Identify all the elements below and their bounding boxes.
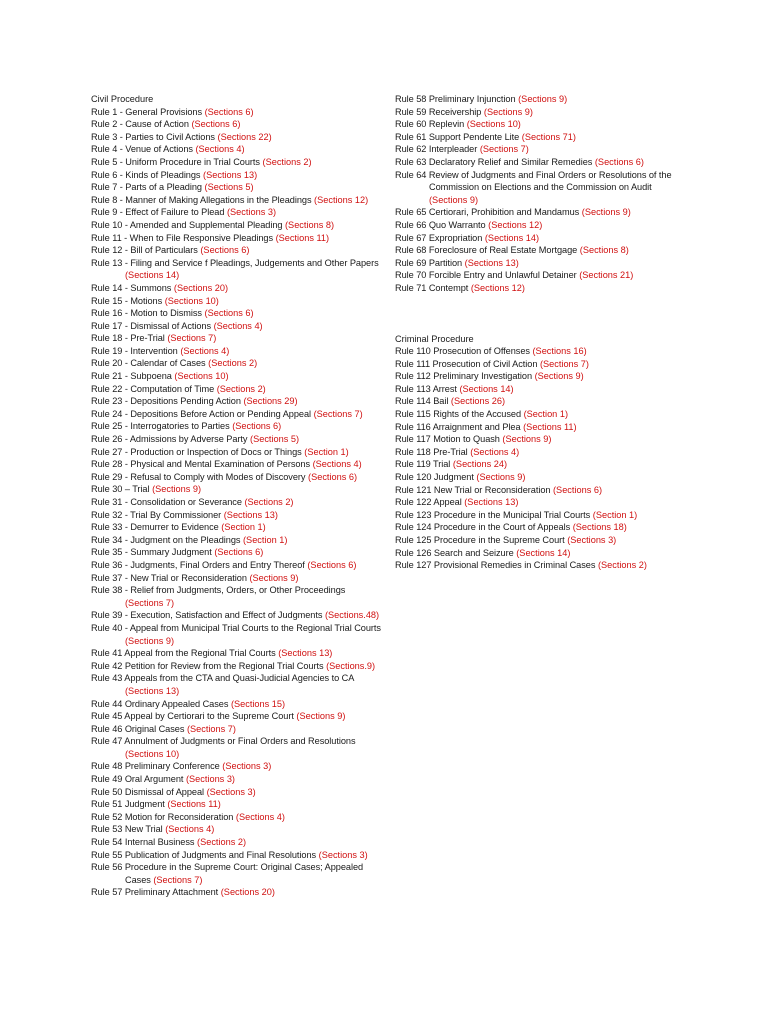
rule-entry bbox=[91, 534, 381, 547]
rule-title: Rule 68 Foreclosure of Real Estate Mortgage bbox=[395, 245, 578, 256]
rule-sections: (Sections 6) bbox=[308, 471, 358, 482]
rule-title: Rule 69 Partition bbox=[395, 257, 463, 268]
rule-title: Rule 14 - Summons bbox=[91, 282, 172, 293]
rule-sections: (Sections 10) bbox=[164, 295, 219, 306]
rule-sections: (Sections 18) bbox=[572, 522, 627, 533]
rule-sections: (Sections 24) bbox=[452, 459, 508, 470]
rule-title: Rule 28 - Physical and Mental Examination of Persons bbox=[91, 459, 311, 470]
rule-entry bbox=[91, 194, 381, 207]
rule-title: Rule 114 Bail bbox=[395, 396, 449, 407]
rule-title: Rule 10 - Amended and Supplemental Pleading bbox=[91, 219, 283, 230]
rule-title: Rule 20 - Calendar of Cases bbox=[91, 358, 206, 369]
rule-title: Rule 118 Pre-Trial bbox=[395, 446, 468, 457]
rule-sections: (Sections 13) bbox=[278, 648, 333, 659]
rule-title: Rule 55 Publication of Judgments and Final Resolutions bbox=[91, 849, 317, 860]
rule-entry bbox=[395, 257, 685, 270]
rule-title: Rule 17 - Dismissal of Actions bbox=[91, 320, 212, 331]
rule-title: Rule 44 Ordinary Appealed Cases bbox=[91, 698, 229, 709]
rule-entry bbox=[91, 698, 381, 711]
rule-entry bbox=[91, 572, 381, 585]
section-gap bbox=[395, 295, 685, 333]
rule-sections: (Sections 2) bbox=[244, 497, 294, 507]
rule-title: Rule 46 Original Cases bbox=[91, 723, 185, 734]
left-column bbox=[91, 93, 381, 899]
rule-sections: (Sections 9) bbox=[476, 472, 526, 483]
rule-title: Rule 48 Preliminary Conference bbox=[91, 761, 220, 772]
rule-entry bbox=[395, 118, 685, 131]
rule-title: Rule 125 Procedure in the Supreme Court bbox=[395, 535, 565, 545]
rule-sections: (Sections 9) bbox=[483, 106, 533, 117]
rule-title: Rule 37 - New Trial or Reconsideration bbox=[91, 572, 247, 583]
rule-entry bbox=[91, 458, 381, 471]
rule-title: Rule 54 Internal Business bbox=[91, 837, 195, 848]
rule-title: Rule 65 Certiorari, Prohibition and Mandamus bbox=[395, 207, 580, 218]
rule-entry bbox=[91, 823, 381, 836]
rule-entry bbox=[91, 206, 381, 219]
rule-entry bbox=[91, 433, 381, 446]
rule-sections: (Sections 8) bbox=[579, 245, 629, 256]
rule-title: Rule 59 Receivership bbox=[395, 106, 482, 117]
rule-title: Rule 1 - General Provisions bbox=[91, 106, 202, 117]
rule-title: Rule 8 - Manner of Making Allegations in the Pleadings bbox=[91, 194, 312, 205]
rule-sections: (Sections 4) bbox=[470, 446, 520, 457]
rule-entry bbox=[91, 408, 381, 421]
rule-title: Rule 11 - When to File Responsive Pleadings bbox=[91, 232, 274, 243]
rule-sections: (Sections 7) bbox=[539, 358, 589, 369]
rule-sections: (Sections 11) bbox=[275, 232, 330, 243]
rule-entry bbox=[91, 282, 381, 295]
rule-entry bbox=[91, 786, 381, 799]
rule-entry bbox=[395, 131, 685, 144]
rule-sections: (Sections 16) bbox=[532, 346, 587, 357]
rule-entry bbox=[91, 395, 381, 408]
rule-sections: (Sections 2) bbox=[262, 156, 312, 167]
criminal-rules-list bbox=[395, 345, 685, 572]
rule-sections: (Sections 2) bbox=[597, 560, 647, 571]
rule-entry bbox=[91, 836, 381, 849]
rule-title: Rule 45 Appeal by Certiorari to the Supreme Court bbox=[91, 711, 294, 722]
rule-sections: (Sections 22) bbox=[217, 131, 272, 142]
rule-title: Rule 25 - Interrogatories to Parties bbox=[91, 421, 230, 432]
rule-entry bbox=[91, 546, 381, 559]
rule-title: Rule 32 - Trial By Commissioner bbox=[91, 509, 222, 520]
rule-title: Rule 23 - Depositions Pending Action bbox=[91, 396, 241, 407]
rule-entry bbox=[395, 484, 685, 497]
rule-entry bbox=[395, 559, 685, 572]
rule-entry bbox=[91, 345, 381, 358]
rule-entry bbox=[91, 521, 381, 534]
rule-title: Rule 18 - Pre-Trial bbox=[91, 333, 165, 344]
rule-title: Rule 36 - Judgments, Final Orders and Entry Thereof bbox=[91, 559, 305, 570]
rule-entry bbox=[395, 383, 685, 396]
rule-title: Rule 12 - Bill of Particulars bbox=[91, 245, 198, 256]
rule-title: Rule 117 Motion to Quash bbox=[395, 434, 500, 445]
rule-entry bbox=[91, 647, 381, 660]
rule-sections: (Sections 9) bbox=[125, 635, 175, 646]
rule-entry bbox=[395, 206, 685, 219]
rule-title: Rule 57 Preliminary Attachment bbox=[91, 887, 219, 898]
rule-sections: (Sections 26) bbox=[450, 396, 506, 407]
rule-sections: (Sections 8) bbox=[285, 219, 335, 230]
rule-entry bbox=[91, 735, 381, 760]
rule-entry bbox=[91, 811, 381, 824]
rule-title: Rule 29 - Refusal to Comply with Modes of Discovery bbox=[91, 471, 306, 482]
rule-sections: (Sections 5) bbox=[204, 182, 254, 193]
rule-title: Rule 122 Appeal bbox=[395, 497, 462, 508]
rule-entry bbox=[91, 760, 381, 773]
rule-entry bbox=[91, 332, 381, 345]
rule-title: Rule 9 - Effect of Failure to Plead bbox=[91, 207, 225, 218]
rule-sections: (Section 1) bbox=[304, 446, 349, 457]
rule-entry bbox=[395, 156, 685, 169]
rule-sections: (Sections 13) bbox=[223, 509, 278, 520]
rule-entry bbox=[91, 169, 381, 182]
rule-title: Rule 41 Appeal from the Regional Trial Courts bbox=[91, 648, 276, 659]
rule-sections: (Sections 4) bbox=[235, 811, 285, 822]
rule-sections: (Sections 2) bbox=[197, 837, 247, 848]
rule-title: Rule 113 Arrest bbox=[395, 383, 457, 394]
criminal-procedure-heading: Criminal Procedure bbox=[395, 333, 474, 344]
rule-entry bbox=[91, 307, 381, 320]
rule-entry bbox=[91, 584, 381, 609]
rule-title: Rule 13 - Filing and Service f Pleadings, Judgements and Other Papers bbox=[91, 257, 379, 268]
rule-sections: (Sections 6) bbox=[204, 308, 254, 319]
rule-title: Rule 63 Declaratory Relief and Similar Remedies bbox=[395, 156, 593, 167]
rule-title: Rule 42 Petition for Review from the Regional Trial Courts bbox=[91, 660, 324, 671]
rule-entry bbox=[91, 509, 381, 522]
rule-entry bbox=[91, 622, 381, 647]
rule-title: Rule 27 - Production or Inspection of Docs or Things bbox=[91, 446, 302, 457]
rule-entry bbox=[91, 295, 381, 308]
rule-sections: (Sections 13) bbox=[125, 685, 180, 696]
rule-title: Rule 35 - Summary Judgment bbox=[91, 547, 212, 558]
rule-entry bbox=[91, 244, 381, 257]
rule-sections: (Sections 21) bbox=[579, 270, 634, 281]
rule-sections: (Sections.48) bbox=[324, 610, 380, 621]
rule-sections: (Section 1) bbox=[243, 534, 288, 545]
rule-entry bbox=[91, 849, 381, 862]
rule-title: Rule 119 Trial bbox=[395, 459, 451, 470]
rule-entry bbox=[395, 106, 685, 119]
rule-sections: (Sections 9) bbox=[429, 194, 479, 205]
rule-sections: (Sections 15) bbox=[230, 698, 286, 709]
rule-title: Rule 34 - Judgment on the Pleadings bbox=[91, 534, 241, 545]
rule-sections: (Sections 11) bbox=[523, 421, 577, 432]
rule-sections: (Sections 9) bbox=[534, 371, 584, 382]
rule-sections: (Section 1) bbox=[523, 409, 569, 420]
rule-title: Rule 123 Procedure in the Municipal Trial Courts bbox=[395, 509, 591, 520]
rule-sections: (Sections 7) bbox=[125, 597, 175, 608]
rule-title: Rule 31 - Consolidation or Severance bbox=[91, 497, 242, 507]
rule-title: Rule 16 - Motion to Dismiss bbox=[91, 308, 202, 319]
rule-title: Rule 71 Contempt bbox=[395, 282, 469, 293]
rule-entry bbox=[395, 143, 685, 156]
rule-sections: (Sections 3) bbox=[318, 849, 368, 860]
rule-entry bbox=[395, 358, 685, 371]
rule-entry bbox=[395, 421, 685, 434]
rule-title: Rule 19 - Intervention bbox=[91, 345, 178, 356]
rule-entry bbox=[91, 886, 381, 899]
rule-entry bbox=[395, 496, 685, 509]
rule-title: Rule 49 Oral Argument bbox=[91, 774, 184, 785]
rule-sections: (Sections 5) bbox=[250, 434, 300, 445]
rule-sections: (Sections 6) bbox=[204, 106, 254, 117]
rule-title: Rule 38 - Relief from Judgments, Orders, or Other Proceedings bbox=[91, 585, 346, 596]
rule-sections: (Sections 6) bbox=[191, 119, 241, 130]
rule-title: Rule 67 Expropriation bbox=[395, 232, 483, 243]
rule-title: Rule 64 Review of Judgments and Final Orders or Resolutions of the Commission on Elections and the Commission on Audit bbox=[395, 169, 672, 193]
rule-title: Rule 26 - Admissions by Adverse Party bbox=[91, 434, 248, 445]
rule-title: Rule 4 - Venue of Actions bbox=[91, 144, 193, 155]
rule-sections: (Sections 13) bbox=[464, 497, 519, 508]
rule-entry bbox=[395, 269, 685, 282]
rule-sections: (Sections 3) bbox=[567, 535, 617, 545]
rule-title: Rule 127 Provisional Remedies in Criminal Cases bbox=[395, 560, 596, 571]
rule-sections: (Sections 2) bbox=[208, 358, 258, 369]
rule-entry bbox=[91, 496, 381, 509]
special-civil-actions-list bbox=[395, 93, 685, 295]
rule-entry bbox=[91, 660, 381, 673]
rule-sections: (Sections 9) bbox=[296, 711, 346, 722]
rule-entry bbox=[395, 395, 685, 408]
rule-title: Rule 5 - Uniform Procedure in Trial Courts bbox=[91, 156, 260, 167]
rule-entry bbox=[91, 370, 381, 383]
rule-title: Rule 60 Replevin bbox=[395, 119, 465, 130]
rule-sections: (Sections 13) bbox=[464, 257, 519, 268]
rule-entry bbox=[91, 723, 381, 736]
rule-sections: (Sections 12) bbox=[314, 194, 369, 205]
rule-sections: (Sections 29) bbox=[243, 396, 298, 407]
rule-title: Rule 24 - Depositions Before Action or Pending Appeal bbox=[91, 408, 312, 419]
rule-sections: (Sections 11) bbox=[167, 799, 221, 810]
rule-sections: (Sections 4) bbox=[312, 459, 362, 470]
rule-sections: (Sections 10) bbox=[466, 119, 521, 130]
rule-entry bbox=[91, 672, 381, 697]
rule-entry bbox=[91, 232, 381, 245]
rule-entry bbox=[91, 118, 381, 131]
rule-entry bbox=[395, 458, 685, 471]
rule-entry bbox=[91, 609, 381, 622]
rule-title: Rule 56 Procedure in the Supreme Court: Original Cases; Appealed Cases bbox=[91, 862, 364, 885]
rule-entry bbox=[395, 521, 685, 534]
rule-entry bbox=[91, 420, 381, 433]
rule-title: Rule 3 - Parties to Civil Actions bbox=[91, 131, 215, 142]
rule-title: Rule 61 Support Pendente Lite bbox=[395, 131, 520, 142]
rule-entry bbox=[91, 106, 381, 119]
rule-title: Rule 58 Preliminary Injunction bbox=[395, 94, 516, 104]
rule-title: Rule 51 Judgment bbox=[91, 799, 165, 810]
rule-sections: (Sections 3) bbox=[206, 786, 256, 797]
rule-sections: (Sections 7) bbox=[167, 333, 217, 344]
rule-entry bbox=[91, 156, 381, 169]
rule-entry bbox=[395, 408, 685, 421]
rule-title: Rule 124 Procedure in the Court of Appeals bbox=[395, 522, 571, 533]
rule-sections: (Sections 12) bbox=[470, 282, 525, 293]
rule-entry bbox=[395, 534, 685, 547]
rule-entry bbox=[91, 143, 381, 156]
rule-sections: (Sections.9) bbox=[326, 660, 376, 671]
rule-title: Rule 53 New Trial bbox=[91, 824, 163, 835]
rule-entry bbox=[395, 509, 685, 522]
rule-title: Rule 6 - Kinds of Pleadings bbox=[91, 169, 201, 180]
rule-sections: (Sections 14) bbox=[516, 547, 571, 558]
rule-entry bbox=[91, 320, 381, 333]
rule-sections: (Sections 6) bbox=[553, 484, 603, 495]
rule-sections: (Sections 6) bbox=[232, 421, 282, 432]
rule-sections: (Sections 9) bbox=[518, 94, 568, 104]
rule-title: Rule 70 Forcible Entry and Unlawful Detainer bbox=[395, 270, 577, 281]
rule-title: Rule 50 Dismissal of Appeal bbox=[91, 786, 205, 797]
rule-title: Rule 66 Quo Warranto bbox=[395, 219, 486, 230]
rule-title: Rule 15 - Motions bbox=[91, 295, 163, 306]
rule-sections: (Sections 71) bbox=[521, 131, 576, 142]
rule-sections: (Sections 7) bbox=[186, 723, 236, 734]
rule-entry bbox=[395, 244, 685, 257]
rule-sections: (Sections 7) bbox=[313, 408, 363, 419]
rule-title: Rule 112 Preliminary Investigation bbox=[395, 371, 533, 382]
rule-sections: (Sections 6) bbox=[214, 547, 264, 558]
rule-sections: (Sections 2) bbox=[216, 383, 266, 394]
rule-title: Rule 121 New Trial or Reconsideration bbox=[395, 484, 551, 495]
rule-sections: (Sections 12) bbox=[488, 219, 543, 230]
rule-title: Rule 43 Appeals from the CTA and Quasi-Judicial Agencies to CA bbox=[91, 673, 355, 684]
rule-entry bbox=[91, 257, 381, 282]
rule-entry bbox=[91, 559, 381, 572]
rule-entry bbox=[395, 169, 685, 207]
rule-entry bbox=[91, 357, 381, 370]
rule-sections: (Sections 10) bbox=[125, 748, 180, 759]
rule-title: Rule 47 Annulment of Judgments or Final Orders and Resolutions bbox=[91, 736, 356, 747]
rule-entry bbox=[91, 219, 381, 232]
rule-title: Rule 39 - Execution, Satisfaction and Effect of Judgments bbox=[91, 610, 323, 621]
rule-entry bbox=[91, 798, 381, 811]
rule-entry bbox=[91, 773, 381, 786]
rule-sections: (Sections 3) bbox=[222, 761, 272, 772]
rule-entry bbox=[395, 232, 685, 245]
rule-title: Rule 30 – Trial bbox=[91, 484, 150, 495]
right-column bbox=[395, 93, 685, 572]
rule-sections: (Sections 9) bbox=[249, 572, 299, 583]
rule-entry bbox=[395, 282, 685, 295]
rule-title: Rule 40 - Appeal from Municipal Trial Courts to the Regional Trial Courts bbox=[91, 622, 381, 633]
rule-entry bbox=[91, 383, 381, 396]
rule-sections: (Sections 7) bbox=[479, 144, 529, 155]
rule-sections: (Sections 4) bbox=[180, 345, 230, 356]
rule-sections: (Sections 7) bbox=[153, 874, 203, 885]
rule-sections: (Sections 6) bbox=[200, 245, 250, 256]
rule-sections: (Section 1) bbox=[221, 522, 266, 533]
rule-title: Rule 7 - Parts of a Pleading bbox=[91, 182, 202, 193]
civil-rules-list bbox=[91, 106, 381, 899]
rule-sections: (Sections 20) bbox=[220, 887, 275, 898]
rule-sections: (Sections 6) bbox=[307, 559, 357, 570]
rule-sections: (Sections 6) bbox=[594, 156, 644, 167]
rule-entry bbox=[91, 446, 381, 459]
rule-sections: (Sections 3) bbox=[226, 207, 277, 218]
rule-entry bbox=[395, 446, 685, 459]
rule-sections: (Sections 9) bbox=[152, 484, 202, 495]
rule-title: Rule 116 Arraignment and Plea bbox=[395, 421, 521, 432]
rule-entry bbox=[395, 433, 685, 446]
rule-sections: (Section 1) bbox=[592, 509, 638, 520]
rule-entry bbox=[91, 710, 381, 723]
rule-sections: (Sections 9) bbox=[502, 434, 552, 445]
rule-sections: (Sections 4) bbox=[195, 144, 245, 155]
rule-sections: (Sections 10) bbox=[174, 371, 229, 382]
rule-sections: (Sections 14) bbox=[125, 270, 180, 281]
rule-title: Rule 33 - Demurrer to Evidence bbox=[91, 522, 219, 533]
rule-title: Rule 115 Rights of the Accused bbox=[395, 409, 522, 420]
civil-procedure-heading: Civil Procedure bbox=[91, 94, 154, 104]
rule-sections: (Sections 20) bbox=[173, 282, 229, 293]
rule-title: Rule 120 Judgment bbox=[395, 472, 474, 483]
rule-entry bbox=[395, 345, 685, 358]
rule-entry bbox=[395, 547, 685, 560]
rule-title: Rule 62 Interpleader bbox=[395, 144, 478, 155]
rule-sections: (Sections 14) bbox=[484, 232, 540, 243]
rule-entry bbox=[91, 483, 381, 496]
rule-entry bbox=[91, 131, 381, 144]
rule-title: Rule 52 Motion for Reconsideration bbox=[91, 811, 234, 822]
rule-title: Rule 2 - Cause of Action bbox=[91, 119, 189, 130]
rule-entry bbox=[395, 370, 685, 383]
rule-sections: (Sections 9) bbox=[581, 207, 631, 218]
rule-sections: (Sections 13) bbox=[203, 169, 258, 180]
rule-entry bbox=[91, 471, 381, 484]
rule-entry bbox=[91, 861, 381, 886]
rule-sections: (Sections 4) bbox=[165, 824, 215, 835]
rule-title: Rule 21 - Subpoena bbox=[91, 371, 172, 382]
rule-title: Rule 111 Prosecution of Civil Action bbox=[395, 358, 538, 369]
rule-entry bbox=[395, 93, 685, 106]
rule-title: Rule 126 Search and Seizure bbox=[395, 547, 514, 558]
rule-entry bbox=[91, 181, 381, 194]
rule-sections: (Sections 4) bbox=[213, 320, 263, 331]
rule-title: Rule 110 Prosecution of Offenses bbox=[395, 346, 530, 357]
rule-entry bbox=[395, 219, 685, 232]
rule-title: Rule 22 - Computation of Time bbox=[91, 383, 215, 394]
rule-sections: (Sections 14) bbox=[459, 383, 514, 394]
rule-entry bbox=[395, 471, 685, 484]
rule-sections: (Sections 3) bbox=[185, 774, 235, 785]
